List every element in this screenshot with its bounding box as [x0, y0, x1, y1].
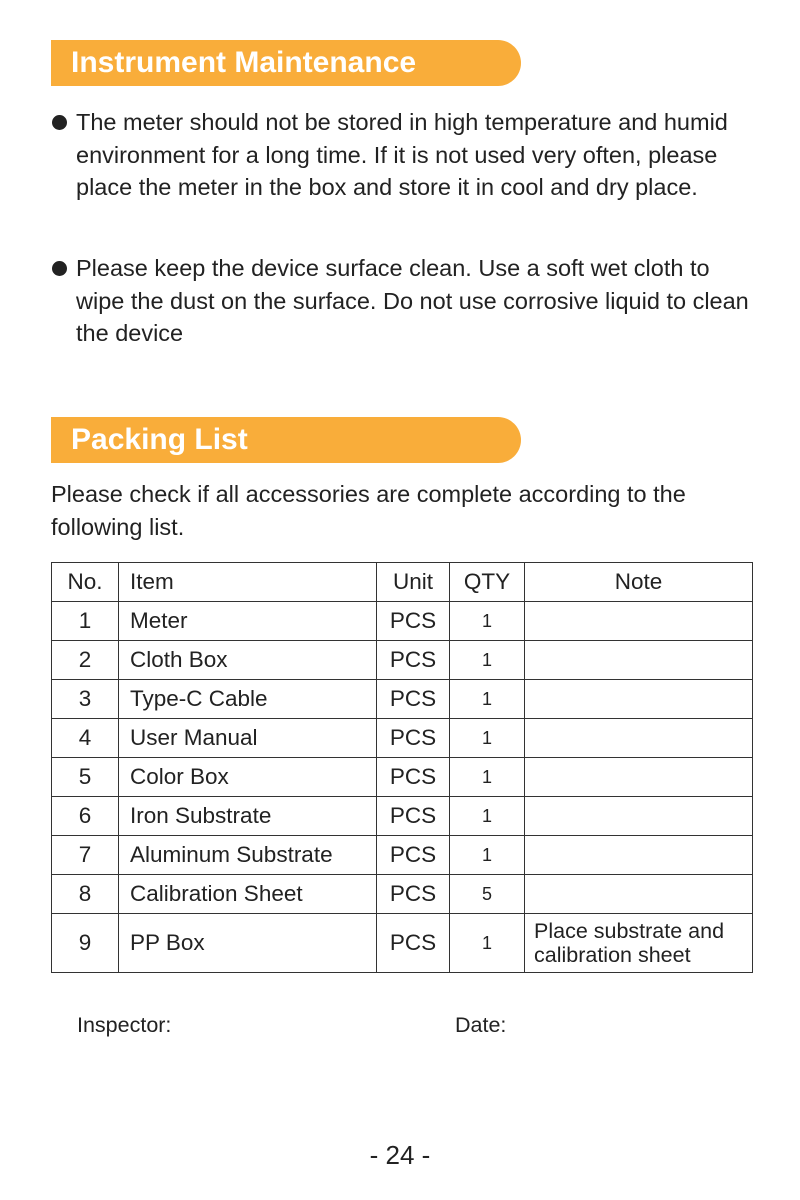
section-header-packing — [51, 417, 521, 463]
cell-unit: PCS — [377, 797, 450, 836]
cell-no: 1 — [52, 602, 119, 641]
cell-item: User Manual — [119, 719, 377, 758]
cell-note — [525, 641, 753, 680]
cell-no: 8 — [52, 875, 119, 914]
cell-note — [525, 875, 753, 914]
cell-unit: PCS — [377, 875, 450, 914]
table-row — [52, 641, 753, 680]
cell-item: Cloth Box — [119, 641, 377, 680]
column-header-note: Note — [525, 563, 753, 602]
cell-item: Iron Substrate — [119, 797, 377, 836]
cell-note — [525, 719, 753, 758]
bullet-item — [51, 106, 761, 204]
cell-no: 9 — [52, 914, 119, 973]
table-row — [52, 602, 753, 641]
cell-unit: PCS — [377, 836, 450, 875]
bullet-dot-icon — [52, 115, 67, 130]
section-title: Instrument Maintenance — [71, 46, 417, 79]
column-header-qty: QTY — [450, 563, 525, 602]
column-header-no: No. — [52, 563, 119, 602]
table-header-row — [52, 563, 753, 602]
cell-unit: PCS — [377, 914, 450, 973]
column-header-unit: Unit — [377, 563, 450, 602]
bullet-dot-icon — [52, 261, 67, 276]
cell-note: Place substrate and calibration sheet — [525, 914, 753, 973]
cell-no: 3 — [52, 680, 119, 719]
inspector-label: Inspector: — [77, 1013, 172, 1037]
table-row — [52, 680, 753, 719]
cell-item: Type-C Cable — [119, 680, 377, 719]
cell-note — [525, 836, 753, 875]
cell-item: PP Box — [119, 914, 377, 973]
cell-note — [525, 602, 753, 641]
cell-qty: 1 — [450, 914, 525, 973]
cell-unit: PCS — [377, 602, 450, 641]
cell-unit: PCS — [377, 680, 450, 719]
cell-qty: 1 — [450, 641, 525, 680]
cell-qty: 1 — [450, 680, 525, 719]
cell-unit: PCS — [377, 719, 450, 758]
packing-intro: Please check if all accessories are complete according to the following list. — [51, 481, 686, 540]
cell-item: Aluminum Substrate — [119, 836, 377, 875]
table-row — [52, 797, 753, 836]
bullet-item — [51, 252, 761, 350]
cell-qty: 5 — [450, 875, 525, 914]
section-header-maintenance — [51, 40, 521, 86]
date-label: Date: — [455, 1013, 507, 1037]
cell-item: Meter — [119, 602, 377, 641]
cell-qty: 1 — [450, 602, 525, 641]
cell-note — [525, 758, 753, 797]
table-row — [52, 914, 753, 973]
cell-no: 2 — [52, 641, 119, 680]
table-row — [52, 836, 753, 875]
bullet-text: Please keep the device surface clean. Use a soft wet cloth to wipe the dust on the surface. Do not use corrosive liquid to clean the device — [76, 255, 749, 346]
packing-table — [51, 562, 753, 973]
cell-no: 5 — [52, 758, 119, 797]
table-row — [52, 719, 753, 758]
cell-item: Calibration Sheet — [119, 875, 377, 914]
bullet-text: The meter should not be stored in high temperature and humid environment for a long time. If it is not used very often, please place the meter in the box and store it in cool and dry place. — [76, 109, 728, 200]
cell-note — [525, 797, 753, 836]
cell-item: Color Box — [119, 758, 377, 797]
column-header-item: Item — [119, 563, 377, 602]
cell-qty: 1 — [450, 719, 525, 758]
cell-no: 7 — [52, 836, 119, 875]
cell-unit: PCS — [377, 758, 450, 797]
page-number: - 24 - — [369, 1140, 431, 1170]
cell-qty: 1 — [450, 758, 525, 797]
table-row — [52, 875, 753, 914]
cell-unit: PCS — [377, 641, 450, 680]
cell-qty: 1 — [450, 797, 525, 836]
section-title: Packing List — [71, 423, 248, 456]
cell-no: 6 — [52, 797, 119, 836]
cell-no: 4 — [52, 719, 119, 758]
cell-note — [525, 680, 753, 719]
cell-qty: 1 — [450, 836, 525, 875]
table-row — [52, 758, 753, 797]
